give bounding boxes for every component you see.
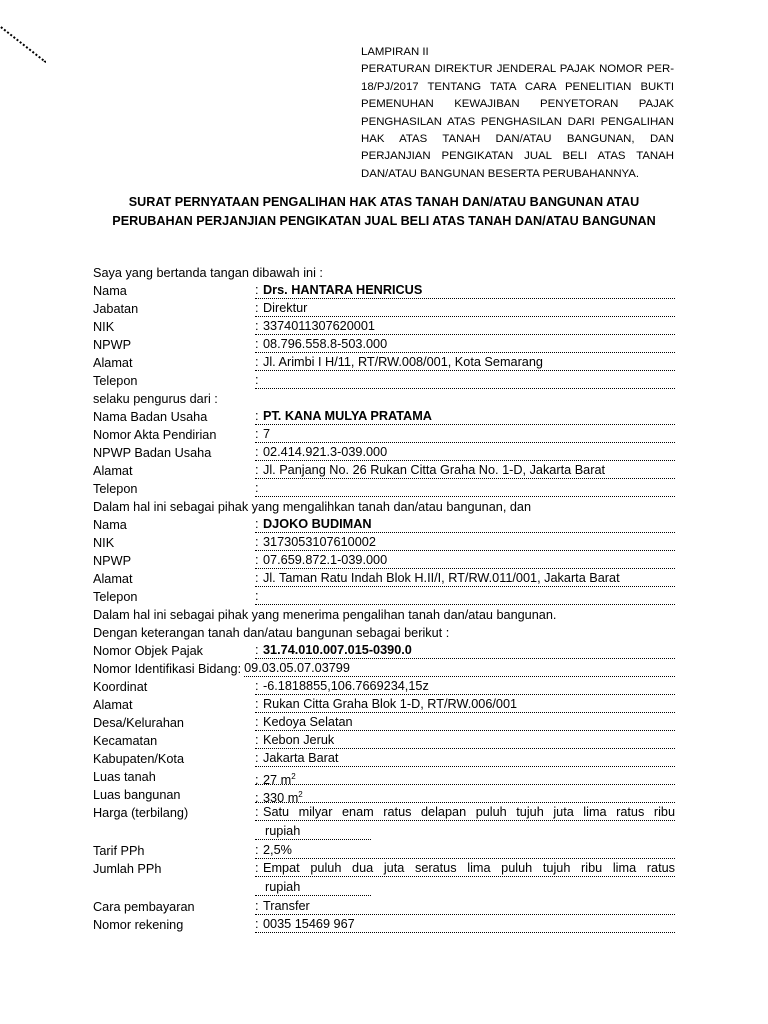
- pengurus-intro: selaku pengurus dari :: [93, 392, 218, 406]
- corner-perforation-mark: [0, 22, 46, 63]
- value-tarif-pph: 2,5%: [263, 843, 292, 857]
- field-luas-tanah: Luas tanah : 27 $m^2$: [93, 768, 675, 786]
- value-nomor-rekening: 0035 15469 967: [263, 917, 355, 931]
- field-koordinat: Koordinat : -6.1818855,106.7669234,15z: [93, 678, 675, 696]
- field-nama-pihak1: Nama : Drs. HANTARA HENRICUS: [93, 282, 675, 300]
- value-alamat-objek: Rukan Citta Graha Blok 1-D, RT/RW.006/001: [263, 697, 518, 711]
- value-jumlah-line-1: Empat puluh dua juta seratus lima puluh tujuh ribu lima ratus: [263, 861, 675, 875]
- value-jumlah-line-2: rupiah: [255, 879, 371, 896]
- penerima-text: Dalam hal ini sebagai pihak yang menerima pengalihan tanah dan/atau bangunan.: [93, 608, 557, 622]
- field-tarif-pph: Tarif PPh : 2,5%: [93, 842, 675, 860]
- statement-body: [93, 264, 675, 934]
- value-nik-pihak1: 3374011307620001: [263, 319, 375, 333]
- value-nik-pihak2: 3173053107610002: [263, 535, 376, 549]
- field-npwp-pihak1: NPWP : 08.796.558.8-503.000: [93, 336, 675, 354]
- value-nomor-objek-pajak: 31.74.010.007.015-0390.0: [263, 643, 412, 657]
- value-kecamatan: Kebon Jeruk: [263, 733, 335, 747]
- field-alamat-objek: Alamat : Rukan Citta Graha Blok 1-D, RT/RW.006/001: [93, 696, 675, 714]
- field-nama-badan-usaha: Nama Badan Usaha : PT. KANA MULYA PRATAMA: [93, 408, 675, 426]
- field-luas-bangunan: Luas bangunan : 330 $m^2$: [93, 786, 675, 804]
- field-telepon-pihak2: Telepon :: [93, 588, 675, 606]
- field-alamat-badan-usaha: Alamat : Jl. Panjang No. 26 Rukan Citta Graha No. 1-D, Jakarta Barat: [93, 462, 675, 480]
- value-luas-bangunan: 330 m: [263, 791, 299, 805]
- field-desa-kelurahan: Desa/Kelurahan : Kedoya Selatan: [93, 714, 675, 732]
- pengalih-text: Dalam hal ini sebagai pihak yang mengalihkan tanah dan/atau bangunan, dan: [93, 500, 532, 514]
- value-alamat-badan-usaha: Jl. Panjang No. 26 Rukan Citta Graha No. 1-D, Jakarta Barat: [263, 463, 606, 477]
- value-luas-tanah: 27 m: [263, 773, 292, 787]
- value-nama-pihak2: DJOKO BUDIMAN: [263, 517, 372, 531]
- luas-tanah-superscript: 2: [291, 772, 296, 781]
- field-nomor-rekening: Nomor rekening : 0035 15469 967: [93, 916, 675, 934]
- luas-bangunan-superscript: 2: [298, 790, 303, 799]
- field-kabupaten-kota: Kabupaten/Kota : Jakarta Barat: [93, 750, 675, 768]
- value-akta-pendirian: 7: [263, 427, 271, 441]
- field-npwp-pihak2: NPWP : 07.659.872.1-039.000: [93, 552, 675, 570]
- field-nomor-identifikasi-bidang: Nomor Identifikasi Bidang: 09.03.05.07.03799: [93, 660, 675, 678]
- field-npwp-badan-usaha: NPWP Badan Usaha : 02.414.921.3-039.000: [93, 444, 675, 462]
- title-line-2: PERUBAHAN PERJANJIAN PENGIKATAN JUAL BELI ATAS TANAH DAN/ATAU BANGUNAN: [112, 214, 656, 228]
- value-harga-line-2: rupiah: [255, 823, 371, 840]
- field-nama-pihak2: Nama : DJOKO BUDIMAN: [93, 516, 675, 534]
- value-npwp-pihak1: 08.796.558.8-503.000: [263, 337, 388, 351]
- keterangan-intro: Dengan keterangan tanah dan/atau bangunan sebagai berikut :: [93, 626, 450, 640]
- field-telepon-badan-usaha: Telepon :: [93, 480, 675, 498]
- field-alamat-pihak1: Alamat : Jl. Arimbi I H/11, RT/RW.008/001, Kota Semarang: [93, 354, 675, 372]
- field-akta-pendirian: Nomor Akta Pendirian : 7: [93, 426, 675, 444]
- value-alamat-pihak1: Jl. Arimbi I H/11, RT/RW.008/001, Kota Semarang: [263, 355, 543, 369]
- field-harga-terbilang: Harga (terbilang) : Satu milyar enam ratus delapan puluh tujuh juta lima ratus ribu rupiah: [93, 805, 675, 838]
- field-jabatan: Jabatan : Direktur: [93, 300, 675, 318]
- value-nama-pihak1: Drs. HANTARA HENRICUS: [263, 283, 423, 297]
- value-koordinat: -6.1818855,106.7669234,15z: [263, 679, 429, 693]
- field-nik-pihak2: NIK : 3173053107610002: [93, 534, 675, 552]
- field-telepon-pihak1: Telepon :: [93, 372, 675, 390]
- field-jumlah-pph: Jumlah PPh : Empat puluh dua juta seratus lima puluh tujuh ribu lima ratus rupiah: [93, 861, 675, 894]
- value-harga-line-1: Satu milyar enam ratus delapan puluh tujuh juta lima ratus ribu: [263, 805, 675, 819]
- field-alamat-pihak2: Alamat : Jl. Taman Ratu Indah Blok H.II/I, RT/RW.011/001, Jakarta Barat: [93, 570, 675, 588]
- title-line-1: SURAT PERNYATAAN PENGALIHAN HAK ATAS TANAH DAN/ATAU BANGUNAN ATAU: [128, 195, 640, 209]
- intro-text: Saya yang bertanda tangan dibawah ini :: [93, 266, 323, 280]
- header-reference: [361, 44, 674, 183]
- value-cara-pembayaran: Transfer: [263, 899, 310, 913]
- value-npwp-pihak2: 07.659.872.1-039.000: [263, 553, 388, 567]
- document-title: [88, 193, 680, 231]
- field-kecamatan: Kecamatan : Kebon Jeruk: [93, 732, 675, 750]
- value-nomor-identifikasi-bidang: 09.03.05.07.03799: [244, 661, 350, 675]
- field-nomor-objek-pajak: Nomor Objek Pajak : 31.74.010.007.015-0390.0: [93, 642, 675, 660]
- value-npwp-badan-usaha: 02.414.921.3-039.000: [263, 445, 388, 459]
- value-nama-badan-usaha: PT. KANA MULYA PRATAMA: [263, 409, 432, 423]
- regulation-text: PERATURAN DIREKTUR JENDERAL PAJAK NOMOR PER-18/PJ/2017 TENTANG TATA CARA PENELITIAN BUKTI PEMENUHAN KEWAJIBAN PENYETORAN PAJAK PENGHASILAN ATAS PENGHASILAN DARI PENGALIHAN HAK ATAS TANAH DAN/ATAU BANGUNAN, DAN PERJANJIAN PENGIKATAN JUAL BELI ATAS TANAH DAN/ATAU BANGUNAN BESERTA PERUBAHANNYA.: [361, 63, 674, 180]
- value-jabatan: Direktur: [263, 301, 308, 315]
- value-desa-kelurahan: Kedoya Selatan: [263, 715, 353, 729]
- value-alamat-pihak2: Jl. Taman Ratu Indah Blok H.II/I, RT/RW.011/001, Jakarta Barat: [263, 571, 620, 585]
- lampiran-label: LAMPIRAN II: [361, 46, 429, 58]
- field-cara-pembayaran: Cara pembayaran : Transfer: [93, 898, 675, 916]
- value-kabupaten-kota: Jakarta Barat: [263, 751, 339, 765]
- field-nik-pihak1: NIK : 3374011307620001: [93, 318, 675, 336]
